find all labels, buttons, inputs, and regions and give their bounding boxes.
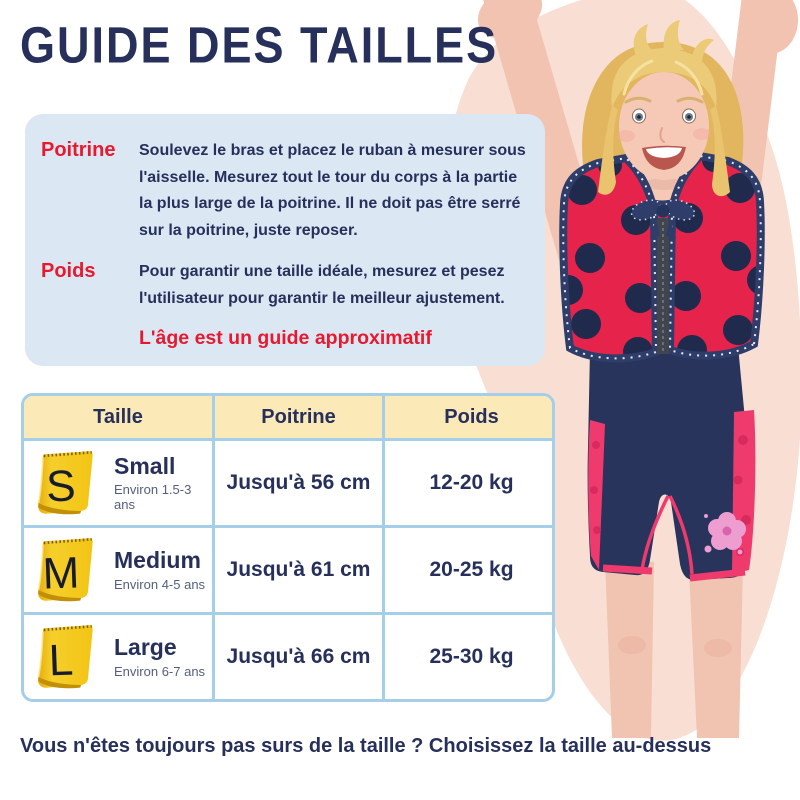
col-header-size: Taille [24,396,212,438]
size-letter: L [47,635,75,686]
size-name: Large [114,634,177,661]
weight-value: 25-30 kg [429,645,514,668]
table-row-medium-size [24,525,212,612]
size-age: Environ 1.5-3 ans [114,482,192,513]
chest-instructions: Soulevez le bras et placez le ruban à mesurer sous l'aisselle. Mesurez tout le tour du corps à la partie la plus large de la poitrine. Il ne doit pas être serré sur la poitrine, juste reposer. [139,142,526,239]
size-letter: S [45,461,77,512]
size-name: Small [114,452,176,479]
table-cell-weight [382,525,555,612]
info-row-weight [41,259,529,312]
weight-instructions: Pour garantir une taille idéale, mesurez et pesez l'utilisateur pour garantir le meilleur ajustement. [139,263,505,307]
chest-value: Jusqu'à 56 cm [226,471,371,494]
table-cell-weight [382,612,555,699]
weight-label: Poids [41,260,96,283]
age-guide-note: L'âge est un guide approximatif [139,327,432,350]
chest-value: Jusqu'à 61 cm [226,558,371,581]
chest-label: Poitrine [41,139,116,161]
size-name: Medium [114,547,201,574]
notepad-icon [34,621,98,693]
table-row-large-size [24,612,212,699]
table-cell-weight [382,438,555,525]
weight-value: 12-20 kg [429,471,514,494]
size-age: Environ 4-5 ans [114,576,206,592]
col-header-weight: Poids [382,396,555,438]
size-letter: M [41,548,81,599]
table-row-small-size [24,438,212,525]
weight-value: 20-25 kg [429,558,514,581]
table-cell-chest [212,612,382,699]
notepad-icon [34,447,98,519]
size-age: Environ 6-7 ans [114,663,206,679]
size-up-advice: Vous n'êtes toujours pas surs de la taille ? Choisissez la taille au-dessus [20,735,712,757]
info-row-chest [41,138,529,244]
size-table [21,393,555,702]
table-cell-chest [212,525,382,612]
table-cell-chest [212,438,382,525]
notepad-icon [34,534,98,606]
chest-value: Jusqu'à 66 cm [226,645,371,668]
measuring-info-box [25,114,545,366]
col-header-chest: Poitrine [212,396,382,438]
page-title: GUIDE DES TAILLES [20,16,499,75]
